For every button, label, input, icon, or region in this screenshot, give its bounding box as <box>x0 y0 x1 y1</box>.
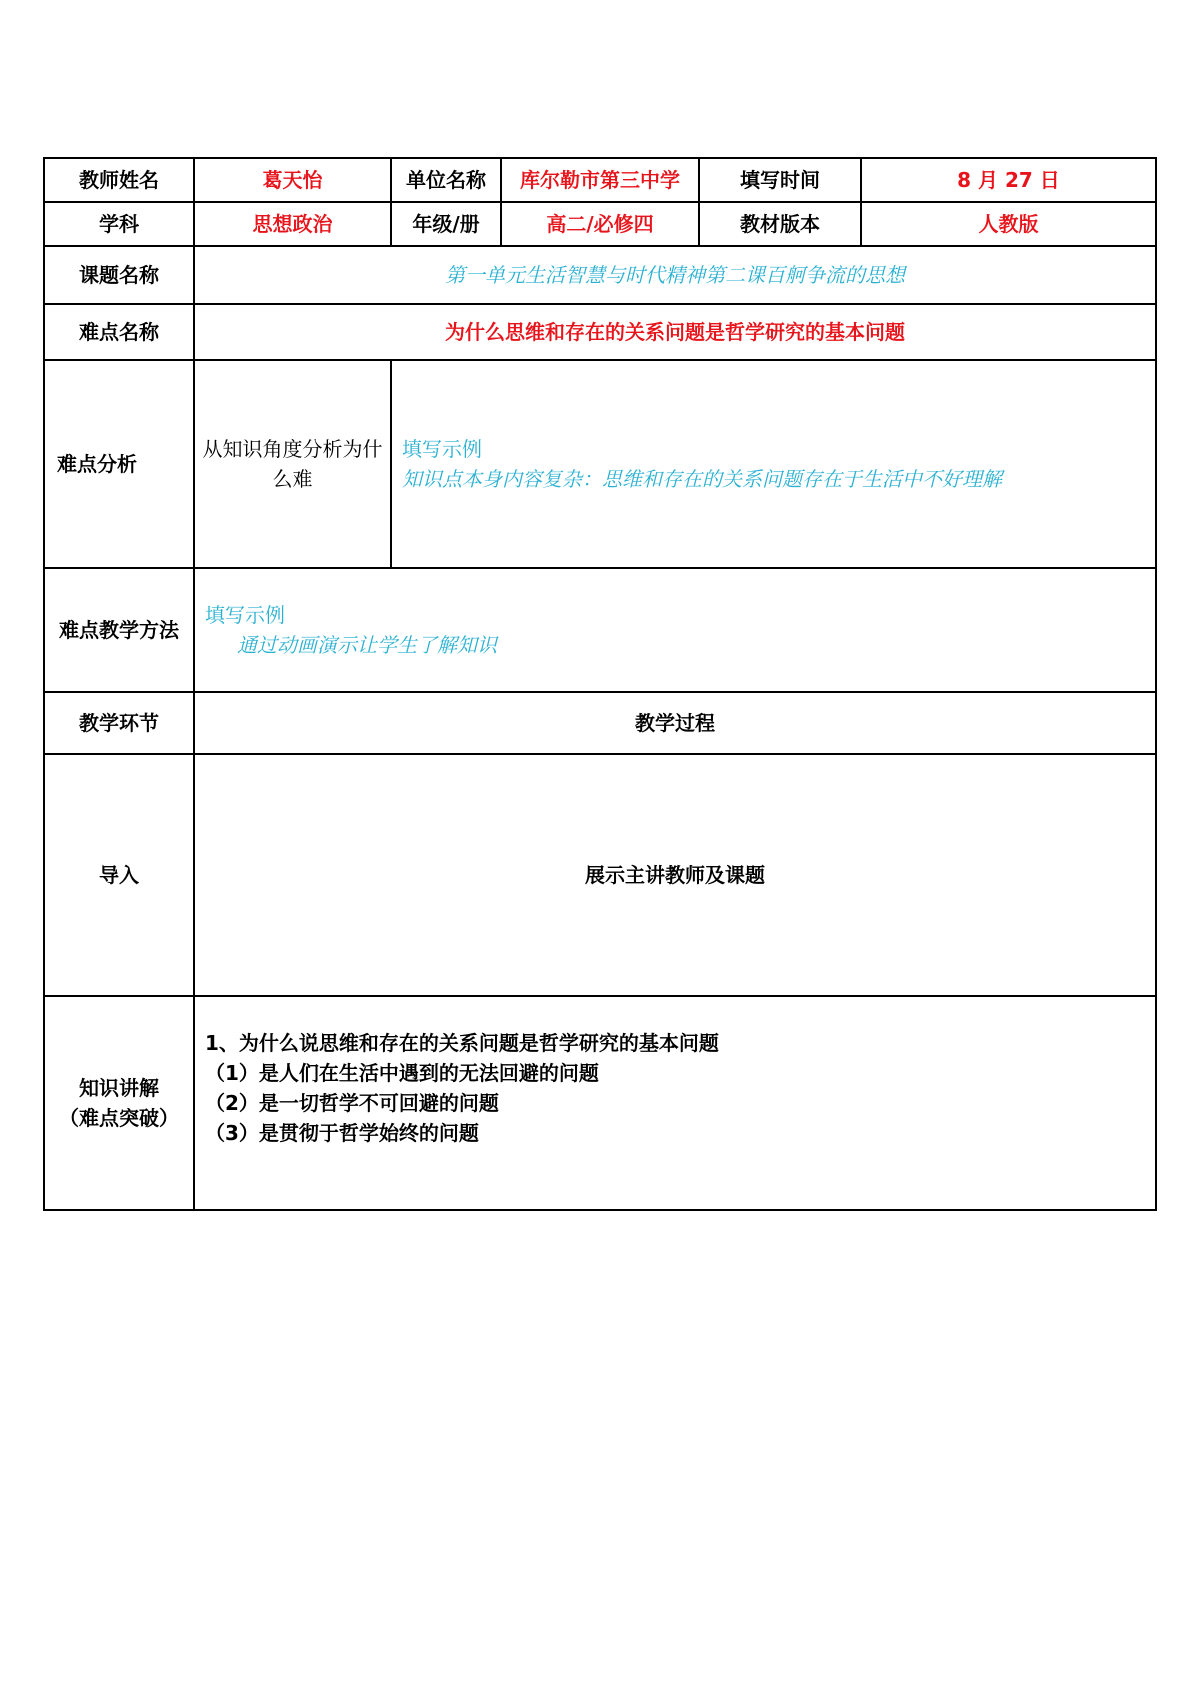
row-intro <box>44 754 1156 996</box>
difficulty-label: 难点名称 <box>44 304 194 360</box>
edition-value: 人教版 <box>861 202 1156 246</box>
lecture-point: （3）是贯彻于哲学始终的问题 <box>205 1121 479 1145</box>
difficulty-value: 为什么思维和存在的关系问题是哲学研究的基本问题 <box>194 304 1156 360</box>
analysis-hint-body: 知识点本身内容复杂：思维和存在的关系问题存在于生活中不好理解 <box>402 467 1002 491</box>
method-hint-title: 填写示例 <box>205 603 285 627</box>
subject-label: 学科 <box>44 202 194 246</box>
process-label: 教学过程 <box>194 692 1156 754</box>
row-process-header <box>44 692 1156 754</box>
lecture-point: （1）是人们在生活中遇到的无法回避的问题 <box>205 1061 599 1085</box>
stage-label: 教学环节 <box>44 692 194 754</box>
teacher-label: 教师姓名 <box>44 158 194 202</box>
intro-content: 展示主讲教师及课题 <box>194 754 1156 996</box>
lecture-point: 1、为什么说思维和存在的关系问题是哲学研究的基本问题 <box>205 1031 719 1055</box>
analysis-label: 难点分析 <box>44 360 194 568</box>
intro-label: 导入 <box>44 754 194 996</box>
row-difficulty <box>44 304 1156 360</box>
method-hint <box>194 568 1156 692</box>
unit-value: 库尔勒市第三中学 <box>501 158 699 202</box>
edition-label: 教材版本 <box>699 202 861 246</box>
date-value: 8 月 27 日 <box>861 158 1156 202</box>
grade-label: 年级/册 <box>391 202 501 246</box>
analysis-hint-title: 填写示例 <box>402 437 482 461</box>
lecture-label <box>44 996 194 1210</box>
method-label: 难点教学方法 <box>44 568 194 692</box>
analysis-sub-label: 从知识角度分析为什么难 <box>194 360 391 568</box>
row-lecture <box>44 996 1156 1210</box>
lesson-plan-sheet <box>43 157 1155 1211</box>
lecture-label-line2: （难点突破） <box>59 1106 179 1130</box>
subject-value: 思想政治 <box>194 202 391 246</box>
date-label: 填写时间 <box>699 158 861 202</box>
topic-value: 第一单元生活智慧与时代精神第二课百舸争流的思想 <box>194 246 1156 304</box>
lesson-plan-table <box>43 157 1157 1211</box>
lecture-label-line1: 知识讲解 <box>79 1076 159 1100</box>
topic-label: 课题名称 <box>44 246 194 304</box>
lecture-points <box>194 996 1156 1210</box>
row-topic <box>44 246 1156 304</box>
unit-label: 单位名称 <box>391 158 501 202</box>
method-hint-body: 通过动画演示让学生了解知识 <box>237 633 497 657</box>
lecture-point: （2）是一切哲学不可回避的问题 <box>205 1091 499 1115</box>
row-analysis <box>44 360 1156 568</box>
teacher-value: 葛天怡 <box>194 158 391 202</box>
row-teacher <box>44 158 1156 202</box>
row-subject <box>44 202 1156 246</box>
analysis-hint <box>391 360 1156 568</box>
grade-value: 高二/必修四 <box>501 202 699 246</box>
row-method <box>44 568 1156 692</box>
